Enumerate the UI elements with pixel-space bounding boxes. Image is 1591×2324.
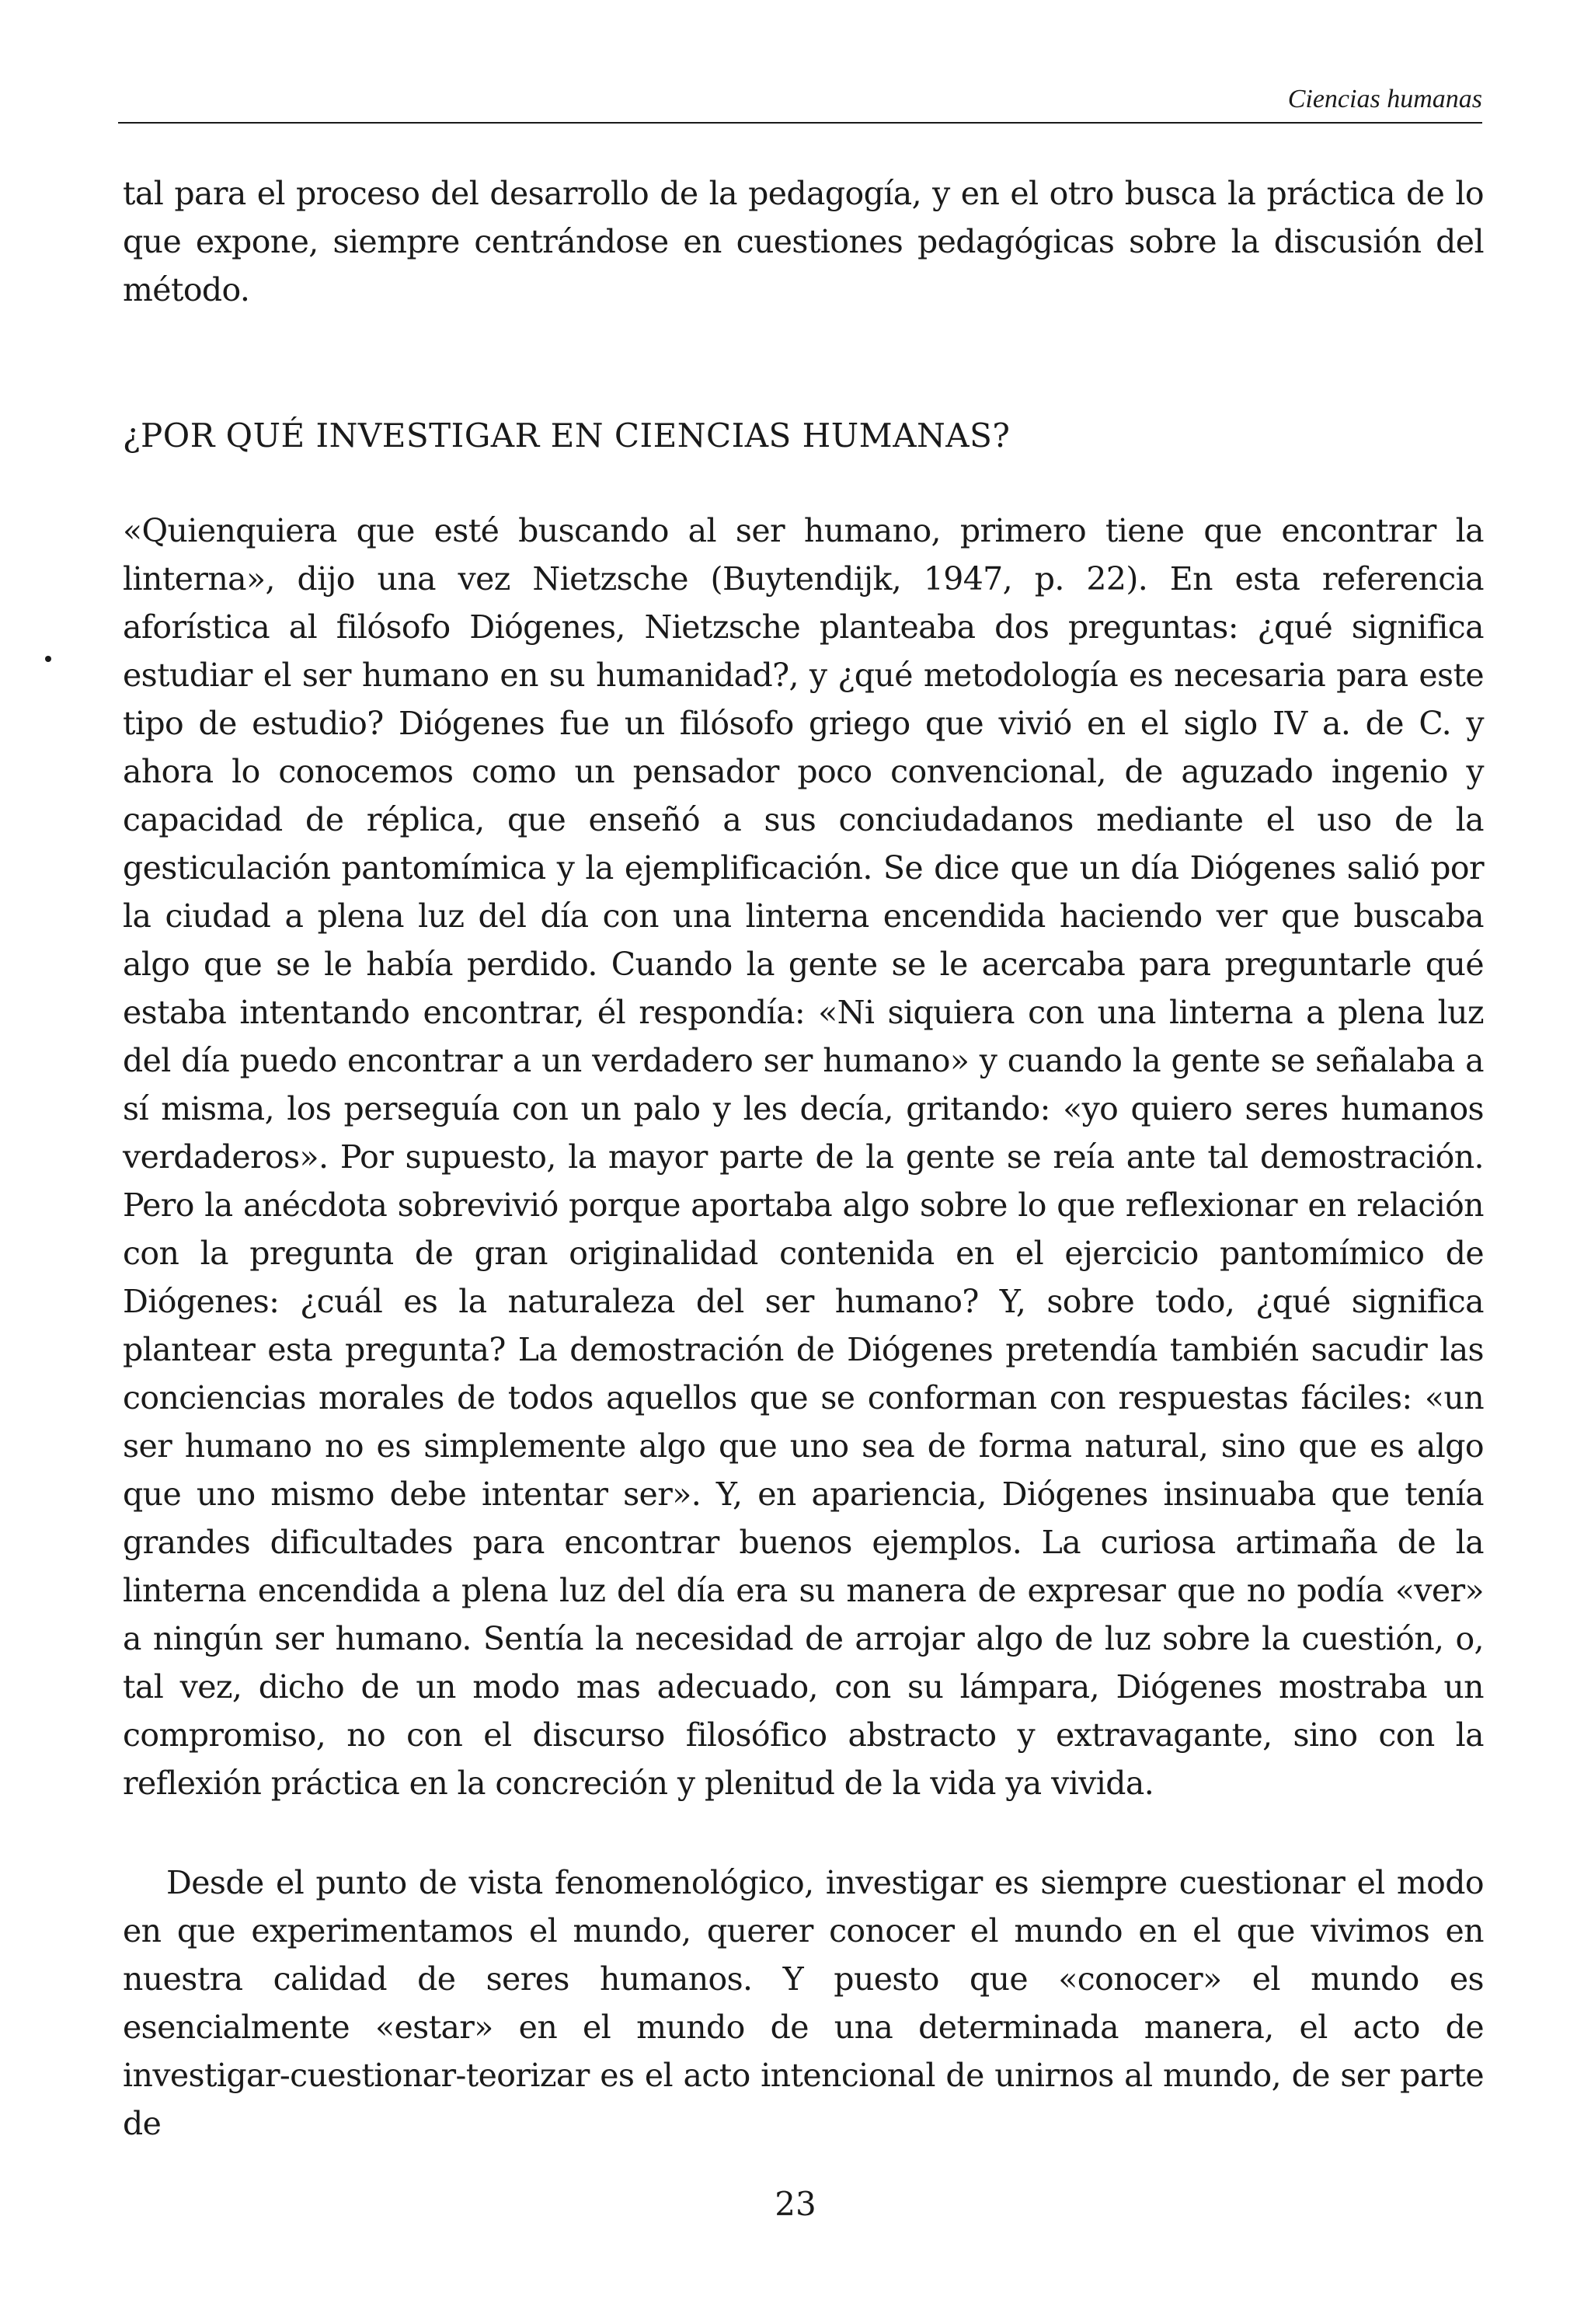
running-head: Ciencias humanas bbox=[1287, 85, 1482, 113]
paragraph-continued: tal para el proceso del desarrollo de la pedagogía, y en el otro busca la práctica de lo que expone, siempre centrándose en cuestiones pedagógicas sobre la discusión del método. bbox=[123, 175, 1484, 308]
paragraph-1: «Quienquiera que esté buscando al ser humano, primero tiene que encontrar la linterna», dijo una vez Nietzsche (Buytendijk, 1947, p. 22). En esta referencia aforística al filósofo Diógenes, Nietzsche planteaba dos preguntas: ¿qué significa estudiar el ser humano en su humanidad?, y ¿qué metodología es necesaria para este tipo de estudio? Diógenes fue un filósofo griego que vivió en el siglo IV a. de C. y ahora lo conocemos como un pensador poco convencional, de aguzado ingenio y capacidad de réplica, que enseñó a sus conciudadanos mediante el uso de la gesticulación pantomímica y la ejemplificación. Se dice que un día Diógenes salió por la ciudad a plena luz del día con una linterna encendida haciendo ver que buscaba algo que se le había perdido. Cuando la gente se le acercaba para preguntarle qué estaba intentando encontrar, él respondía: «Ni siquiera con una linterna a plena luz del día puedo encontrar a un verdadero ser humano» y cuando la gente se señalaba a sí misma, los perseguía con un palo y les decía, gritando: «yo quiero seres humanos verdaderos». Por supuesto, la mayor parte de la gente se reía ante tal demostración. Pero la anécdota sobrevivió porque aportaba algo sobre lo que reflexionar en relación con la pregunta de gran originalidad contenida en el ejercicio pantomímico de Diógenes: ¿cuál es la naturaleza del ser humano? Y, sobre todo, ¿qué significa plantear esta pregunta? La demostración de Diógenes pretendía también sacudir las conciencias morales de todos aquellos que se conforman con respuestas fáciles: «un ser humano no es simplemente algo que uno sea de forma natural, sino que es algo que uno mismo debe intentar ser». Y, en apariencia, Diógenes insinuaba que tenía grandes dificultades para encontrar buenos ejemplos. La curiosa artimaña de la linterna encendida a plena luz del día era su manera de expresar que no podía «ver» a ningún ser humano. Sentía la necesidad de arrojar algo de luz sobre la cuestión, o, tal vez, dicho de un modo mas adecuado, con su lámpara, Diógenes mostraba un compromiso, no con el discurso filosófico abstracto y extravagante, sino con la reflexión práctica en la concreción y plenitud de la vida ya vivida. bbox=[123, 512, 1484, 1802]
page-number: 23 bbox=[775, 2185, 816, 2223]
header-rule bbox=[118, 122, 1482, 124]
section-title: ¿POR QUÉ INVESTIGAR EN CIENCIAS HUMANAS? bbox=[123, 416, 1011, 455]
margin-mark bbox=[45, 656, 51, 662]
paragraph-2: Desde el punto de vista fenomenológico, investigar es siempre cuestionar el modo en que experimentamos el mundo, querer conocer el mundo en el que vivimos en nuestra calidad de seres humanos. Y puesto que «conocer» el mundo es esencialmente «estar» en el mundo de una determinada manera, el acto de investigar-cuestionar-teorizar es el acto intencional de unirnos al mundo, de ser parte de bbox=[123, 1864, 1484, 2142]
